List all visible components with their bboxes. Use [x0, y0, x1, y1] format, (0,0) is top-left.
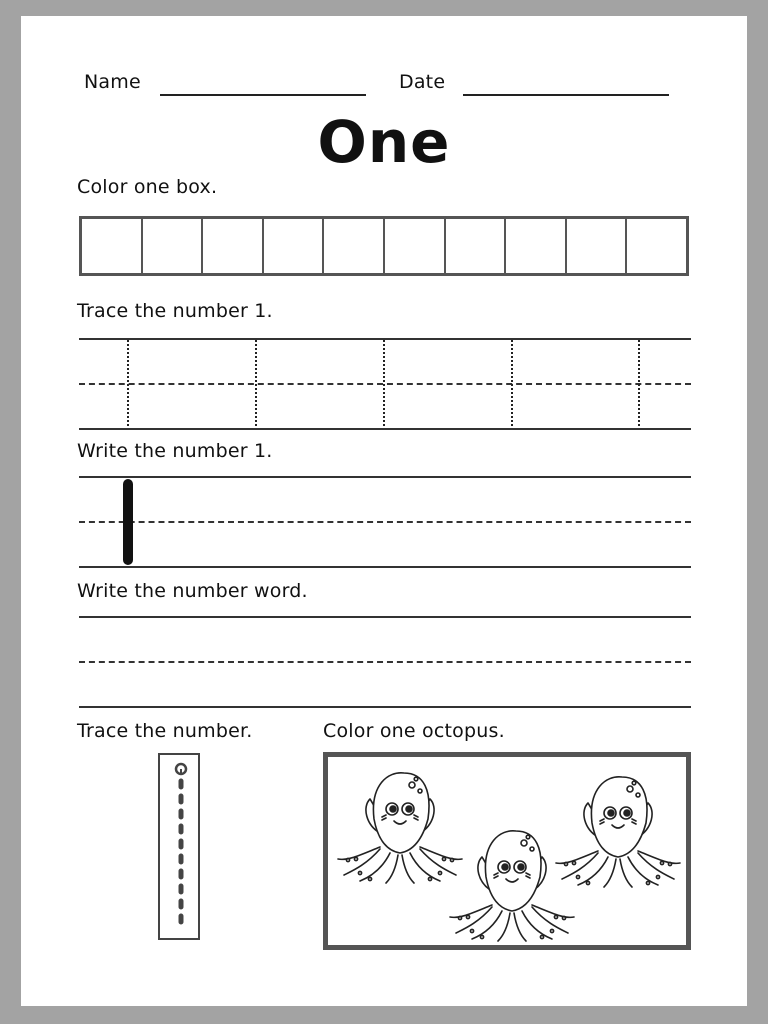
dotted-one-trace[interactable]	[127, 340, 129, 426]
write-number-instruction: Write the number 1.	[77, 440, 273, 462]
dotted-one-trace[interactable]	[511, 340, 513, 426]
color-box[interactable]	[143, 219, 204, 273]
name-line[interactable]	[160, 94, 366, 96]
color-box[interactable]	[385, 219, 446, 273]
dotted-one-trace[interactable]	[383, 340, 385, 426]
trace-number-instruction: Trace the number 1.	[77, 300, 273, 322]
color-box[interactable]	[567, 219, 628, 273]
color-box[interactable]	[203, 219, 264, 273]
color-box[interactable]	[82, 219, 143, 273]
dashed-one-icon	[160, 755, 198, 938]
color-box[interactable]	[264, 219, 325, 273]
write-top-line	[79, 476, 691, 478]
color-box[interactable]	[324, 219, 385, 273]
color-box[interactable]	[446, 219, 507, 273]
octopus-frame	[323, 752, 691, 950]
trace-top-line	[79, 338, 691, 340]
trace-bottom-line	[79, 428, 691, 430]
date-line[interactable]	[463, 94, 669, 96]
box-row	[79, 216, 689, 276]
dotted-one-trace[interactable]	[255, 340, 257, 426]
big-trace-box[interactable]	[158, 753, 200, 940]
word-bottom-line[interactable]	[79, 706, 691, 708]
color-box[interactable]	[506, 219, 567, 273]
octopus-icon[interactable]	[338, 773, 462, 883]
octopus-icon[interactable]	[556, 777, 680, 887]
name-label: Name	[84, 71, 141, 93]
write-mid-line	[79, 521, 691, 523]
color-octopus-instruction: Color one octopus.	[323, 720, 505, 742]
example-one-stroke	[123, 479, 133, 565]
octopus-icon[interactable]	[450, 831, 574, 941]
write-bottom-line[interactable]	[79, 566, 691, 568]
word-top-line	[79, 616, 691, 618]
trace-big-instruction: Trace the number.	[77, 720, 253, 742]
dotted-one-trace[interactable]	[638, 340, 640, 426]
word-mid-line	[79, 661, 691, 663]
page-title: One	[317, 108, 451, 176]
worksheet-page	[21, 16, 747, 1006]
color-box[interactable]	[627, 219, 686, 273]
write-word-instruction: Write the number word.	[77, 580, 308, 602]
octopus-illustrations	[328, 757, 686, 945]
date-label: Date	[399, 71, 446, 93]
color-box-instruction: Color one box.	[77, 176, 218, 198]
trace-mid-line	[79, 383, 691, 385]
